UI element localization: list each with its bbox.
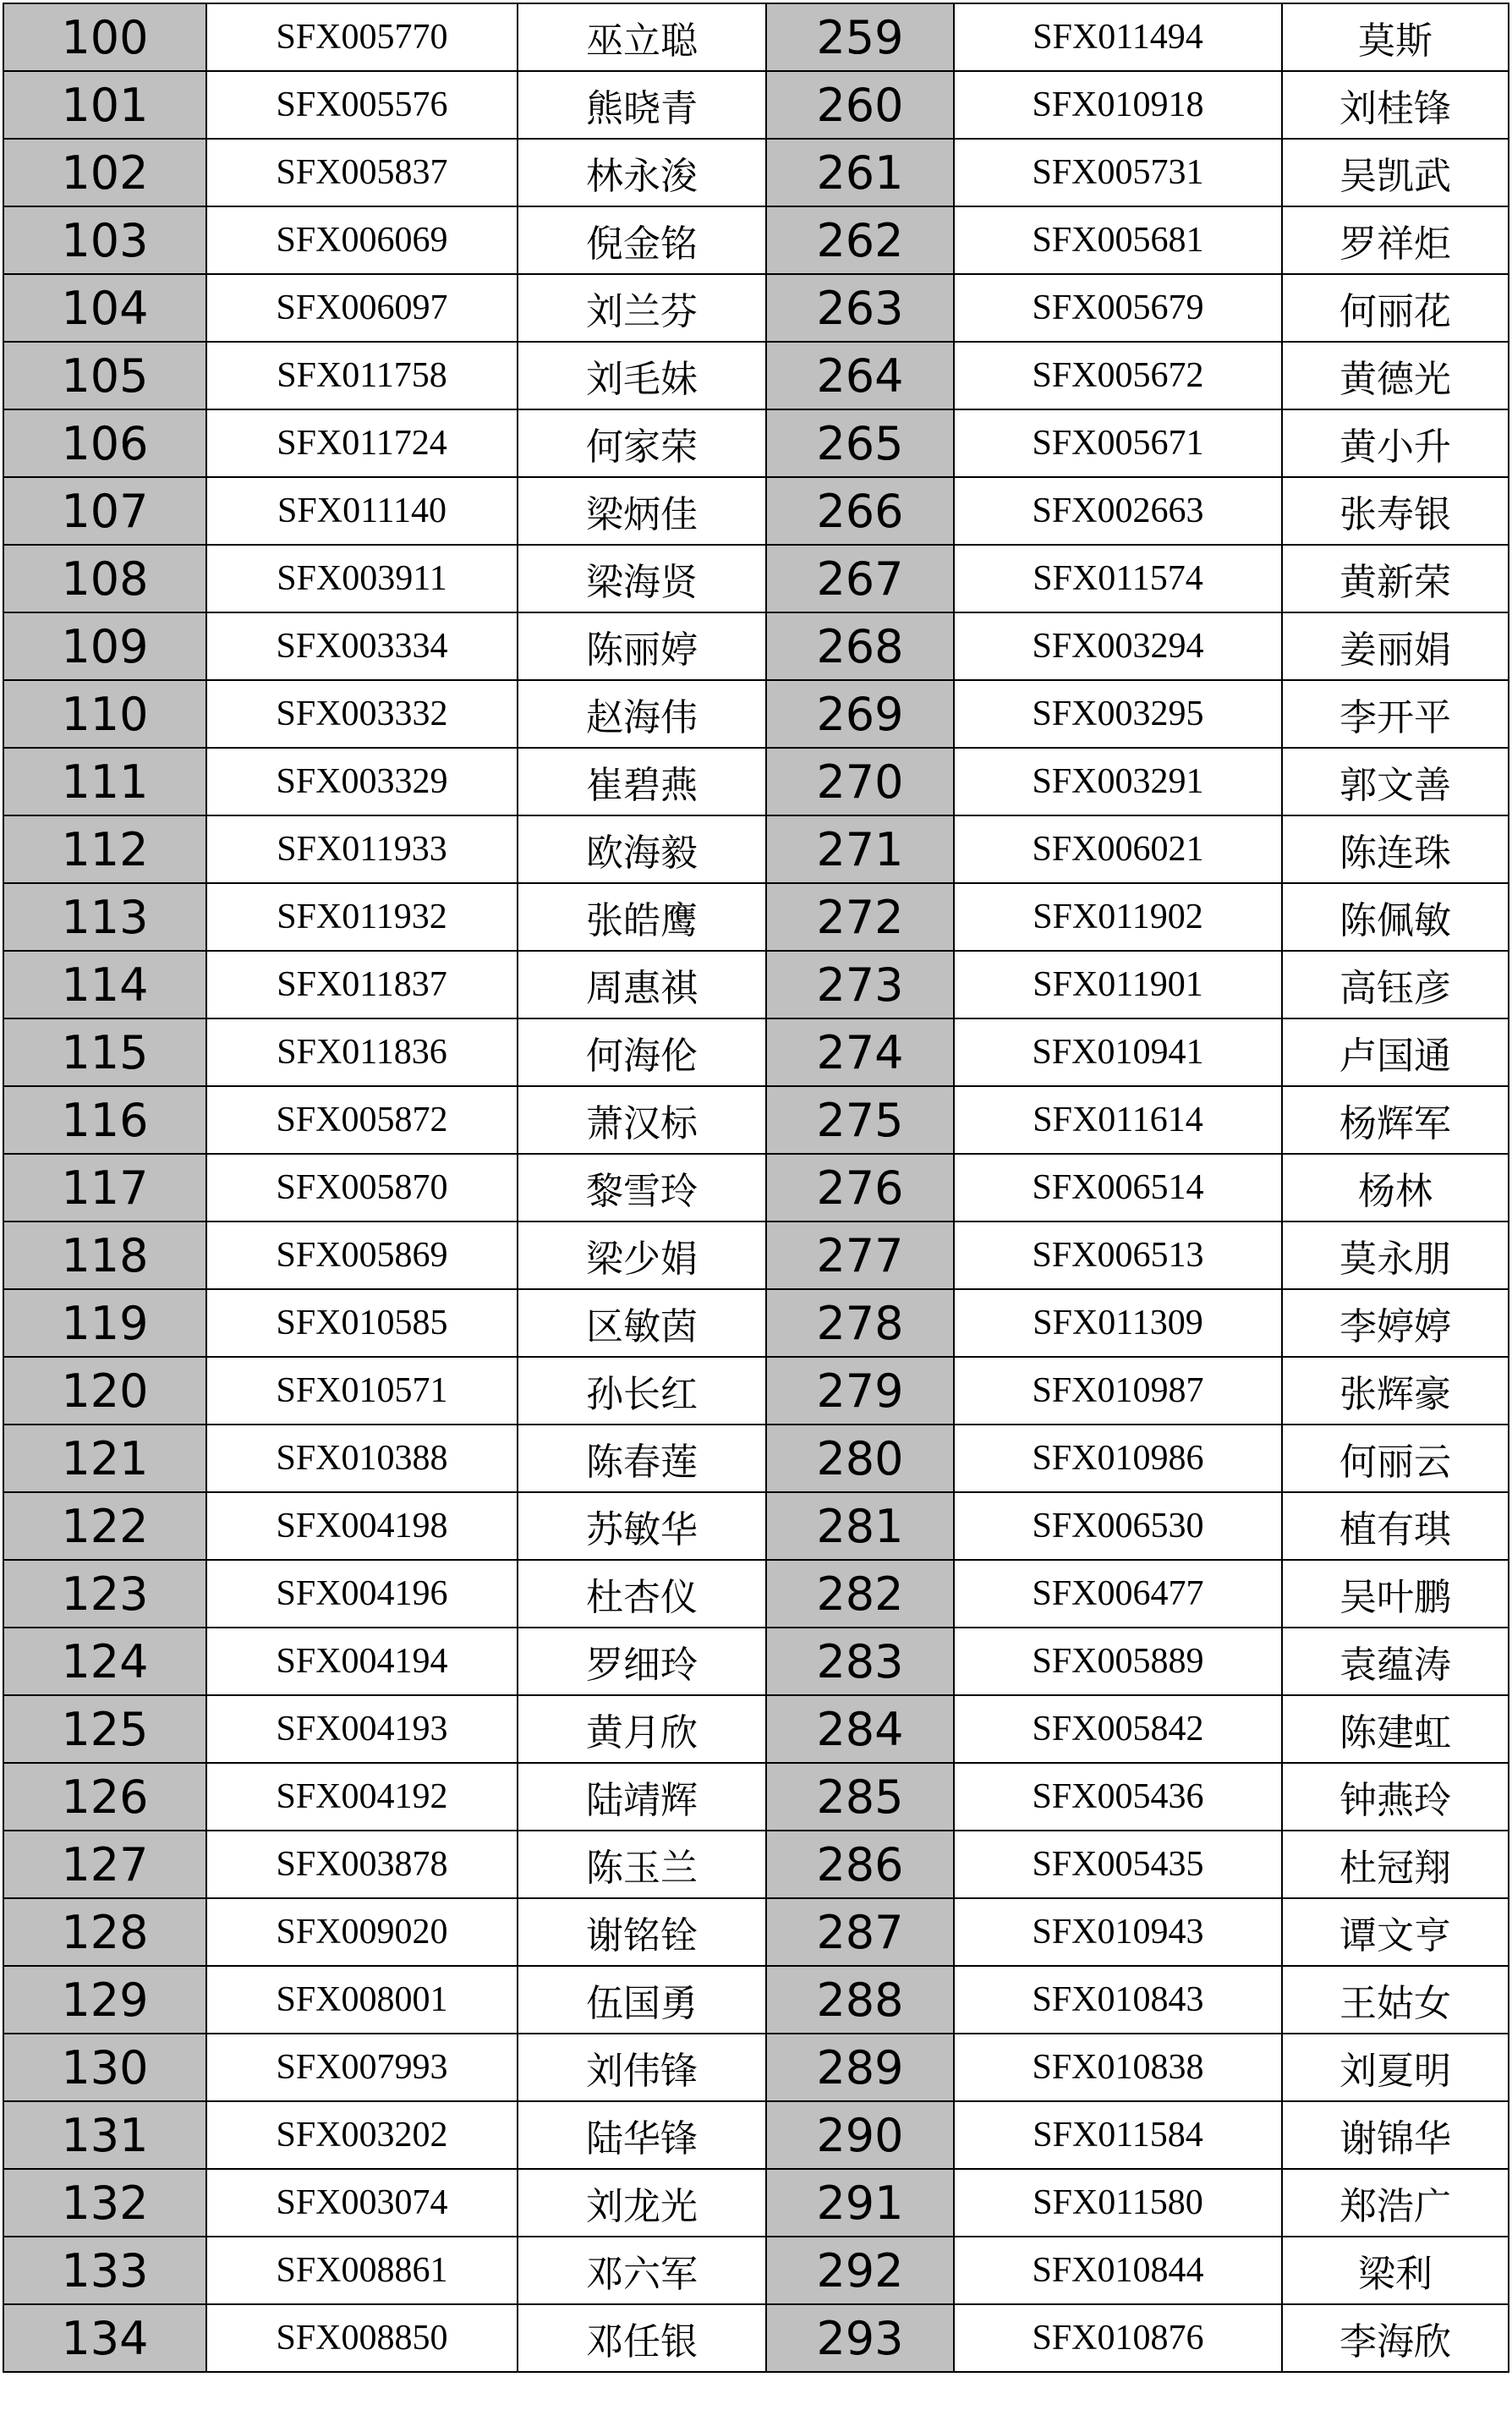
left-member-name: 谢铭铨 [518, 1898, 766, 1966]
left-member-name: 林永浚 [518, 139, 766, 206]
table-row [3, 1289, 1509, 1357]
right-seq-number: 261 [766, 139, 954, 206]
left-seq-number: 124 [3, 1628, 206, 1695]
right-member-name: 王姑女 [1282, 1966, 1509, 2034]
right-seq-number: 272 [766, 883, 954, 951]
left-member-name: 刘兰芬 [518, 274, 766, 342]
right-member-name: 陈连珠 [1282, 815, 1509, 883]
left-member-code: SFX010571 [206, 1357, 518, 1425]
left-seq-number: 102 [3, 139, 206, 206]
table-row [3, 883, 1509, 951]
right-member-name: 袁蕴涛 [1282, 1628, 1509, 1695]
right-member-code: SFX010918 [954, 71, 1282, 139]
right-member-name: 姜丽娟 [1282, 612, 1509, 680]
table-row [3, 951, 1509, 1018]
left-member-name: 崔碧燕 [518, 748, 766, 815]
right-member-code: SFX010876 [954, 2304, 1282, 2372]
left-seq-number: 110 [3, 680, 206, 748]
right-member-code: SFX010843 [954, 1966, 1282, 2034]
left-member-code: SFX003332 [206, 680, 518, 748]
table-row [3, 1018, 1509, 1086]
right-member-code: SFX006477 [954, 1560, 1282, 1628]
left-member-code: SFX003878 [206, 1831, 518, 1898]
table-row [3, 1898, 1509, 1966]
left-seq-number: 112 [3, 815, 206, 883]
left-seq-number: 126 [3, 1763, 206, 1831]
right-member-name: 高钰彦 [1282, 951, 1509, 1018]
right-member-name: 陈佩敏 [1282, 883, 1509, 951]
left-seq-number: 111 [3, 748, 206, 815]
right-seq-number: 286 [766, 1831, 954, 1898]
left-member-code: SFX011758 [206, 342, 518, 409]
right-member-name: 李婷婷 [1282, 1289, 1509, 1357]
left-member-name: 苏敏华 [518, 1492, 766, 1560]
left-member-code: SFX009020 [206, 1898, 518, 1966]
left-seq-number: 105 [3, 342, 206, 409]
right-member-name: 陈建虹 [1282, 1695, 1509, 1763]
left-seq-number: 125 [3, 1695, 206, 1763]
left-member-name: 熊晓青 [518, 71, 766, 139]
right-member-code: SFX011309 [954, 1289, 1282, 1357]
right-seq-number: 289 [766, 2034, 954, 2101]
table-row [3, 1086, 1509, 1154]
left-member-code: SFX011724 [206, 409, 518, 477]
left-member-name: 陈玉兰 [518, 1831, 766, 1898]
right-member-name: 李海欣 [1282, 2304, 1509, 2372]
table-row [3, 1628, 1509, 1695]
right-member-name: 杨林 [1282, 1154, 1509, 1221]
right-member-name: 郭文善 [1282, 748, 1509, 815]
right-member-code: SFX005679 [954, 274, 1282, 342]
right-seq-number: 280 [766, 1425, 954, 1492]
right-member-code: SFX011902 [954, 883, 1282, 951]
left-member-code: SFX003074 [206, 2169, 518, 2237]
right-member-name: 刘夏明 [1282, 2034, 1509, 2101]
right-member-code: SFX003294 [954, 612, 1282, 680]
roster-table [3, 3, 1509, 2373]
right-seq-number: 293 [766, 2304, 954, 2372]
right-member-code: SFX010987 [954, 1357, 1282, 1425]
left-member-name: 何海伦 [518, 1018, 766, 1086]
left-member-code: SFX003202 [206, 2101, 518, 2169]
right-seq-number: 288 [766, 1966, 954, 2034]
right-seq-number: 259 [766, 3, 954, 71]
left-member-name: 陈春莲 [518, 1425, 766, 1492]
left-member-name: 刘龙光 [518, 2169, 766, 2237]
right-seq-number: 283 [766, 1628, 954, 1695]
left-seq-number: 133 [3, 2237, 206, 2304]
right-seq-number: 274 [766, 1018, 954, 1086]
left-member-code: SFX008001 [206, 1966, 518, 2034]
right-seq-number: 290 [766, 2101, 954, 2169]
right-member-code: SFX003291 [954, 748, 1282, 815]
left-member-name: 张皓鹰 [518, 883, 766, 951]
left-seq-number: 116 [3, 1086, 206, 1154]
right-member-name: 黄德光 [1282, 342, 1509, 409]
left-member-code: SFX008861 [206, 2237, 518, 2304]
left-member-name: 刘毛妹 [518, 342, 766, 409]
left-seq-number: 113 [3, 883, 206, 951]
right-seq-number: 270 [766, 748, 954, 815]
left-member-code: SFX003329 [206, 748, 518, 815]
left-member-name: 周惠祺 [518, 951, 766, 1018]
table-row [3, 748, 1509, 815]
left-seq-number: 128 [3, 1898, 206, 1966]
table-row [3, 1695, 1509, 1763]
left-seq-number: 129 [3, 1966, 206, 2034]
left-seq-number: 130 [3, 2034, 206, 2101]
left-seq-number: 119 [3, 1289, 206, 1357]
left-member-name: 欧海毅 [518, 815, 766, 883]
right-member-code: SFX005842 [954, 1695, 1282, 1763]
left-seq-number: 107 [3, 477, 206, 545]
right-member-name: 谢锦华 [1282, 2101, 1509, 2169]
left-member-name: 区敏茵 [518, 1289, 766, 1357]
right-member-code: SFX005436 [954, 1763, 1282, 1831]
right-member-code: SFX002663 [954, 477, 1282, 545]
left-member-code: SFX011932 [206, 883, 518, 951]
right-member-name: 梁利 [1282, 2237, 1509, 2304]
left-seq-number: 134 [3, 2304, 206, 2372]
left-member-code: SFX005837 [206, 139, 518, 206]
left-seq-number: 100 [3, 3, 206, 71]
table-row [3, 1966, 1509, 2034]
right-member-name: 谭文亨 [1282, 1898, 1509, 1966]
left-seq-number: 114 [3, 951, 206, 1018]
right-seq-number: 276 [766, 1154, 954, 1221]
right-member-name: 杨辉军 [1282, 1086, 1509, 1154]
right-member-name: 郑浩广 [1282, 2169, 1509, 2237]
roster-body [3, 3, 1509, 2372]
left-seq-number: 108 [3, 545, 206, 612]
right-member-name: 罗祥炬 [1282, 206, 1509, 274]
left-member-code: SFX004198 [206, 1492, 518, 1560]
right-member-name: 吴凯武 [1282, 139, 1509, 206]
table-row [3, 1425, 1509, 1492]
left-seq-number: 127 [3, 1831, 206, 1898]
right-seq-number: 266 [766, 477, 954, 545]
left-seq-number: 131 [3, 2101, 206, 2169]
right-member-code: SFX010943 [954, 1898, 1282, 1966]
left-member-code: SFX011140 [206, 477, 518, 545]
right-member-code: SFX010844 [954, 2237, 1282, 2304]
right-member-code: SFX011614 [954, 1086, 1282, 1154]
table-row [3, 2034, 1509, 2101]
right-seq-number: 264 [766, 342, 954, 409]
right-member-code: SFX005671 [954, 409, 1282, 477]
right-member-code: SFX006021 [954, 815, 1282, 883]
table-row [3, 139, 1509, 206]
right-seq-number: 291 [766, 2169, 954, 2237]
right-member-name: 黄小升 [1282, 409, 1509, 477]
right-seq-number: 282 [766, 1560, 954, 1628]
right-member-code: SFX010986 [954, 1425, 1282, 1492]
right-seq-number: 277 [766, 1221, 954, 1289]
right-member-name: 张寿银 [1282, 477, 1509, 545]
right-member-name: 何丽花 [1282, 274, 1509, 342]
left-seq-number: 104 [3, 274, 206, 342]
right-seq-number: 267 [766, 545, 954, 612]
left-member-code: SFX011837 [206, 951, 518, 1018]
left-member-code: SFX004194 [206, 1628, 518, 1695]
left-member-name: 陈丽婷 [518, 612, 766, 680]
left-member-code: SFX005872 [206, 1086, 518, 1154]
right-seq-number: 271 [766, 815, 954, 883]
right-seq-number: 292 [766, 2237, 954, 2304]
table-row [3, 1492, 1509, 1560]
left-member-name: 赵海伟 [518, 680, 766, 748]
right-seq-number: 281 [766, 1492, 954, 1560]
table-row [3, 815, 1509, 883]
table-row [3, 1560, 1509, 1628]
left-seq-number: 101 [3, 71, 206, 139]
table-row [3, 3, 1509, 71]
right-seq-number: 273 [766, 951, 954, 1018]
left-member-code: SFX007993 [206, 2034, 518, 2101]
left-member-name: 刘伟锋 [518, 2034, 766, 2101]
right-seq-number: 263 [766, 274, 954, 342]
left-seq-number: 117 [3, 1154, 206, 1221]
left-member-name: 梁少娟 [518, 1221, 766, 1289]
table-row [3, 342, 1509, 409]
left-member-code: SFX003911 [206, 545, 518, 612]
left-member-code: SFX005869 [206, 1221, 518, 1289]
right-seq-number: 268 [766, 612, 954, 680]
right-member-code: SFX010838 [954, 2034, 1282, 2101]
right-member-code: SFX005672 [954, 342, 1282, 409]
table-row [3, 2101, 1509, 2169]
table-row [3, 1763, 1509, 1831]
right-member-code: SFX006514 [954, 1154, 1282, 1221]
left-member-code: SFX006097 [206, 274, 518, 342]
right-member-code: SFX005889 [954, 1628, 1282, 1695]
right-seq-number: 285 [766, 1763, 954, 1831]
right-member-name: 李开平 [1282, 680, 1509, 748]
left-member-name: 梁海贤 [518, 545, 766, 612]
right-member-code: SFX011494 [954, 3, 1282, 71]
left-member-name: 倪金铭 [518, 206, 766, 274]
left-member-name: 孙长红 [518, 1357, 766, 1425]
right-member-code: SFX005435 [954, 1831, 1282, 1898]
right-seq-number: 279 [766, 1357, 954, 1425]
right-member-code: SFX011901 [954, 951, 1282, 1018]
right-member-name: 何丽云 [1282, 1425, 1509, 1492]
right-member-name: 吴叶鹏 [1282, 1560, 1509, 1628]
left-member-code: SFX004196 [206, 1560, 518, 1628]
right-seq-number: 262 [766, 206, 954, 274]
table-row [3, 274, 1509, 342]
table-row [3, 1831, 1509, 1898]
left-seq-number: 106 [3, 409, 206, 477]
left-member-name: 梁炳佳 [518, 477, 766, 545]
table-row [3, 2237, 1509, 2304]
left-seq-number: 132 [3, 2169, 206, 2237]
left-seq-number: 122 [3, 1492, 206, 1560]
table-row [3, 612, 1509, 680]
left-seq-number: 121 [3, 1425, 206, 1492]
right-seq-number: 269 [766, 680, 954, 748]
table-row [3, 545, 1509, 612]
right-member-code: SFX003295 [954, 680, 1282, 748]
left-seq-number: 120 [3, 1357, 206, 1425]
right-member-name: 张辉豪 [1282, 1357, 1509, 1425]
right-member-code: SFX011580 [954, 2169, 1282, 2237]
left-member-code: SFX010388 [206, 1425, 518, 1492]
right-seq-number: 265 [766, 409, 954, 477]
table-row [3, 1357, 1509, 1425]
left-member-name: 黎雪玲 [518, 1154, 766, 1221]
table-row [3, 2169, 1509, 2237]
left-member-code: SFX005576 [206, 71, 518, 139]
left-member-code: SFX004193 [206, 1695, 518, 1763]
right-member-name: 莫永朋 [1282, 1221, 1509, 1289]
left-member-code: SFX011836 [206, 1018, 518, 1086]
table-row [3, 2304, 1509, 2372]
right-member-name: 卢国通 [1282, 1018, 1509, 1086]
left-member-name: 陆靖辉 [518, 1763, 766, 1831]
left-member-name: 黄月欣 [518, 1695, 766, 1763]
table-row [3, 477, 1509, 545]
right-seq-number: 278 [766, 1289, 954, 1357]
table-row [3, 71, 1509, 139]
left-seq-number: 109 [3, 612, 206, 680]
left-member-name: 邓任银 [518, 2304, 766, 2372]
right-seq-number: 287 [766, 1898, 954, 1966]
right-member-code: SFX006530 [954, 1492, 1282, 1560]
left-member-name: 巫立聪 [518, 3, 766, 71]
left-member-name: 邓六军 [518, 2237, 766, 2304]
left-member-code: SFX005770 [206, 3, 518, 71]
right-member-name: 黄新荣 [1282, 545, 1509, 612]
right-member-name: 莫斯 [1282, 3, 1509, 71]
right-member-name: 钟燕玲 [1282, 1763, 1509, 1831]
table-row [3, 1154, 1509, 1221]
right-member-code: SFX006513 [954, 1221, 1282, 1289]
left-member-name: 罗细玲 [518, 1628, 766, 1695]
left-member-code: SFX004192 [206, 1763, 518, 1831]
left-member-name: 伍国勇 [518, 1966, 766, 2034]
left-member-name: 何家荣 [518, 409, 766, 477]
left-member-code: SFX003334 [206, 612, 518, 680]
left-member-code: SFX010585 [206, 1289, 518, 1357]
left-seq-number: 115 [3, 1018, 206, 1086]
right-member-code: SFX005681 [954, 206, 1282, 274]
left-member-code: SFX008850 [206, 2304, 518, 2372]
left-seq-number: 123 [3, 1560, 206, 1628]
right-member-code: SFX005731 [954, 139, 1282, 206]
right-member-code: SFX010941 [954, 1018, 1282, 1086]
left-member-code: SFX011933 [206, 815, 518, 883]
right-member-name: 刘桂锋 [1282, 71, 1509, 139]
left-seq-number: 118 [3, 1221, 206, 1289]
table-row [3, 206, 1509, 274]
right-seq-number: 284 [766, 1695, 954, 1763]
left-seq-number: 103 [3, 206, 206, 274]
right-member-code: SFX011584 [954, 2101, 1282, 2169]
right-member-name: 植有琪 [1282, 1492, 1509, 1560]
table-row [3, 680, 1509, 748]
right-seq-number: 275 [766, 1086, 954, 1154]
table-row [3, 1221, 1509, 1289]
right-member-code: SFX011574 [954, 545, 1282, 612]
right-seq-number: 260 [766, 71, 954, 139]
right-member-name: 杜冠翔 [1282, 1831, 1509, 1898]
left-member-code: SFX005870 [206, 1154, 518, 1221]
left-member-name: 杜杏仪 [518, 1560, 766, 1628]
left-member-name: 陆华锋 [518, 2101, 766, 2169]
left-member-code: SFX006069 [206, 206, 518, 274]
left-member-name: 萧汉标 [518, 1086, 766, 1154]
table-row [3, 409, 1509, 477]
